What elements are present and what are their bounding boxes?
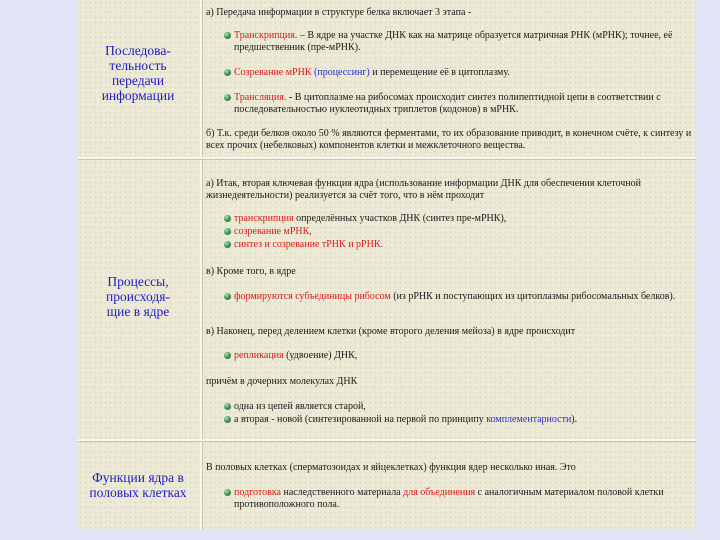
bullet-icon	[224, 241, 231, 248]
transcription-term: Транскрипция.	[234, 30, 298, 41]
germ-preparation: подготовка наследственного материала для объединения с аналогичным материалом половой клетки противоположного пола.	[234, 487, 664, 510]
process-replication: репликация (удвоение) ДНК,	[234, 350, 358, 361]
row-nucleus-processes	[78, 160, 696, 440]
process-transcription: транскрипция определённых участков ДНК (синтез пре-мРНК),	[234, 213, 507, 224]
bullet-icon	[224, 352, 231, 359]
process-trna-rrna: синтез и созревание тРНК и рРНК.	[234, 239, 383, 250]
bullet-icon	[224, 94, 231, 101]
row-label-germ-cells: Функции ядра в половых клетках	[89, 470, 187, 500]
row2-b-text: в) Кроме того, в ядре	[206, 266, 296, 277]
row2-after-text: причём в дочерних молекулах ДНК	[206, 376, 358, 387]
process-maturation: созревание мРНК,	[234, 226, 312, 237]
row2-intro: а) Итак, вторая ключевая функция ядра (использование информации ДНК для обеспечения клеточной жизнедеятельности) реализуется за счёт того, что в нём проходят	[206, 178, 641, 201]
transcription-step: Транскрипция. – В ядре на участке ДНК как на матрице образуется матричная РНК (мРНК); точнее, её предшественник (пре-мРНК).	[234, 30, 673, 53]
slide-sheet	[78, 0, 696, 530]
row-information-transfer	[78, 0, 696, 158]
chain-old: одна из цепей является старой,	[234, 401, 366, 412]
row1-b-text: б) Т.к. среди белков около 50 % являются ферментами, то их образование приводит, в конечном счёте, к синтезу и всех прочих (небелковых) компонентов клетки и межклеточного вещества.	[206, 128, 692, 151]
translation-step: Трансляция. - В цитоплазме на рибосомах происходит синтез полипептидной цепи в соответствии с последовательностью нуклеотидных триплетов (кодонов) в мРНК.	[234, 92, 661, 115]
bullet-icon	[224, 69, 231, 76]
row-germ-cells	[78, 442, 696, 530]
bullet-icon	[224, 416, 231, 423]
bullet-icon	[224, 293, 231, 300]
row-label-nucleus-processes: Процессы, происходя- щие в ядре	[106, 274, 170, 319]
bullet-icon	[224, 228, 231, 235]
row-label-information-transfer: Последова- тельность передачи информации	[101, 43, 175, 103]
chain-new: а вторая - новой (синтезированной на первой по принципу комплементарности).	[234, 414, 578, 425]
maturation-step: Созревание мРНК (процессинг) и перемещение её в цитоплазму.	[234, 67, 510, 78]
row1-intro: а) Передача информации в структуре белка включает 3 этапа -	[206, 7, 472, 18]
process-ribosomes: формируются субъединицы рибосом (из рРНК и поступающих из цитоплазмы рибосомальных белков).	[234, 291, 676, 302]
bullet-icon	[224, 215, 231, 222]
bullet-icon	[224, 489, 231, 496]
bullet-icon	[224, 403, 231, 410]
row2-c-text: в) Наконец, перед делением клетки (кроме второго деления мейоза) в ядре происходит	[206, 326, 576, 337]
row3-intro: В половых клетках (сперматозоидах и яйцеклетках) функция ядер несколько иная. Это	[206, 462, 576, 473]
bullet-icon	[224, 32, 231, 39]
